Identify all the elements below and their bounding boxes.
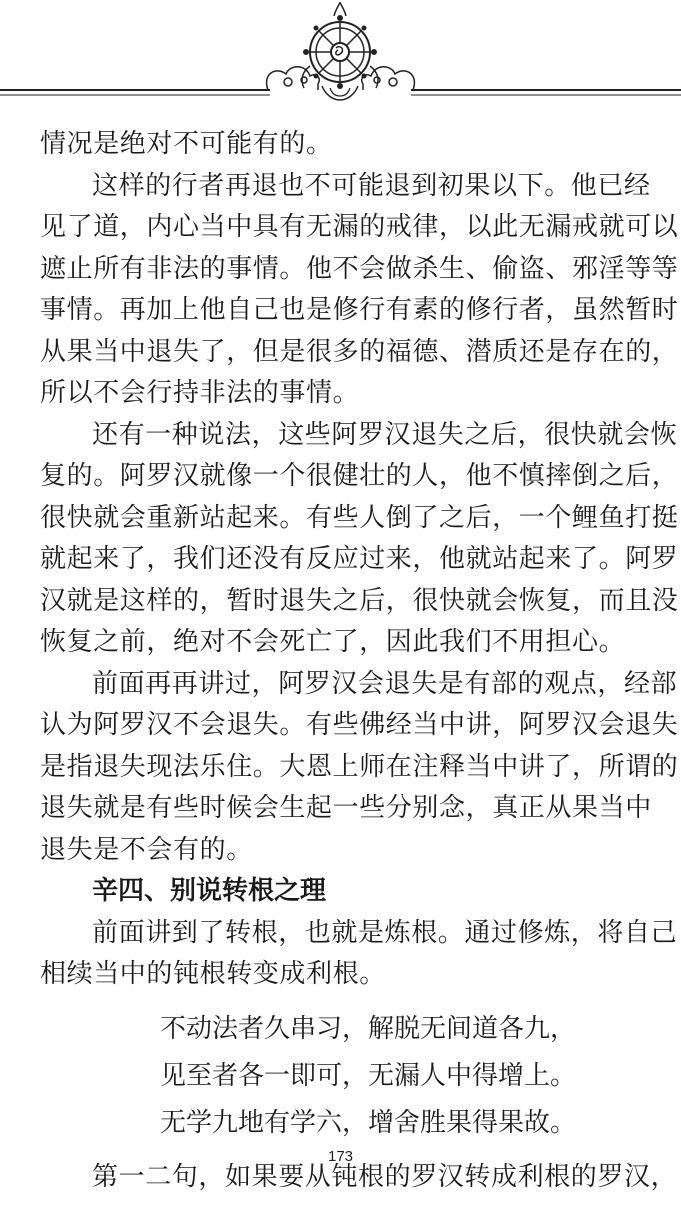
paragraph xyxy=(40,913,678,996)
text-line: 前面再再讲过，阿罗汉会退失是有部的观点，经部 xyxy=(92,668,678,699)
verse-line: 见至者各一即可，无漏人中得增上。 xyxy=(160,1060,577,1091)
paragraph xyxy=(40,664,679,872)
text-line: 相续当中的钝根转变成利根。 xyxy=(40,959,386,989)
paragraph xyxy=(40,124,650,166)
text-line: 认为阿罗汉不会退失。有些佛经当中讲，阿罗汉会退失 xyxy=(40,710,679,740)
text-line: 遮止所有非法的事情。他不会做杀生、偷盗、邪淫等等 xyxy=(40,253,679,284)
right-cloud-icon xyxy=(362,67,415,90)
text-line: 是指退失现法乐住。大恩上师在注释当中讲了，所谓的 xyxy=(40,751,679,782)
closing-line: 第一二句，如果要从钝根的罗汉转成利根的罗汉， xyxy=(92,1161,678,1192)
text-line: 恢复之前，绝对不会死亡了，因此我们不用担心。 xyxy=(40,627,626,657)
text-line: 就起来了，我们还没有反应过来，他就站起来了。阿罗 xyxy=(40,544,679,574)
paragraph xyxy=(40,166,679,415)
text-line: 还有一种说法，这些阿罗汉退失之后，很快就会恢 xyxy=(92,419,678,450)
page-header xyxy=(0,0,681,110)
text-line: 退失是不会有的。 xyxy=(40,834,253,865)
text-line: 见了道，内心当中具有无漏的戒律，以此无漏戒就可以 xyxy=(40,212,679,242)
text-line: 事情。再加上他自己也是修行有素的修行者，虽然暂时 xyxy=(40,295,679,325)
text-line: 情况是绝对不可能有的。 xyxy=(40,129,333,159)
page-body xyxy=(40,124,679,1198)
page-number: 173 xyxy=(327,1148,354,1165)
text-line: 从果当中退失了，但是很多的福德、潜质还是存在的， xyxy=(40,336,679,367)
verse-line: 无学九地有学六，增舍胜果得果故。 xyxy=(160,1107,577,1138)
verse-block xyxy=(40,1006,650,1147)
section-heading: 辛四、别说转根之理 xyxy=(92,876,327,906)
dharma-wheel-icon xyxy=(302,2,378,100)
text-line: 退失就是有些时候会生起一些分别念，真正从果当中 xyxy=(40,793,652,823)
text-line: 这样的行者再退也不可能退到初果以下。他已经 xyxy=(92,170,651,201)
text-line: 汉就是这样的，暂时退失之后，很快就会恢复，而且没 xyxy=(40,585,679,616)
header-ornament xyxy=(0,0,681,110)
text-line: 所以不会行持非法的事情。 xyxy=(40,378,360,408)
text-line: 复的。阿罗汉就像一个很健壮的人，他不慎摔倒之后， xyxy=(40,461,679,491)
paragraph xyxy=(40,415,679,664)
text-line: 很快就会重新站起来。有些人倒了之后，一个鲤鱼打挺 xyxy=(40,502,679,533)
left-cloud-icon xyxy=(267,67,320,90)
verse-line: 不动法者久串习，解脱无间道各九， xyxy=(160,1013,577,1044)
text-line: 前面讲到了转根，也就是炼根。通过修炼，将自己 xyxy=(92,917,678,948)
